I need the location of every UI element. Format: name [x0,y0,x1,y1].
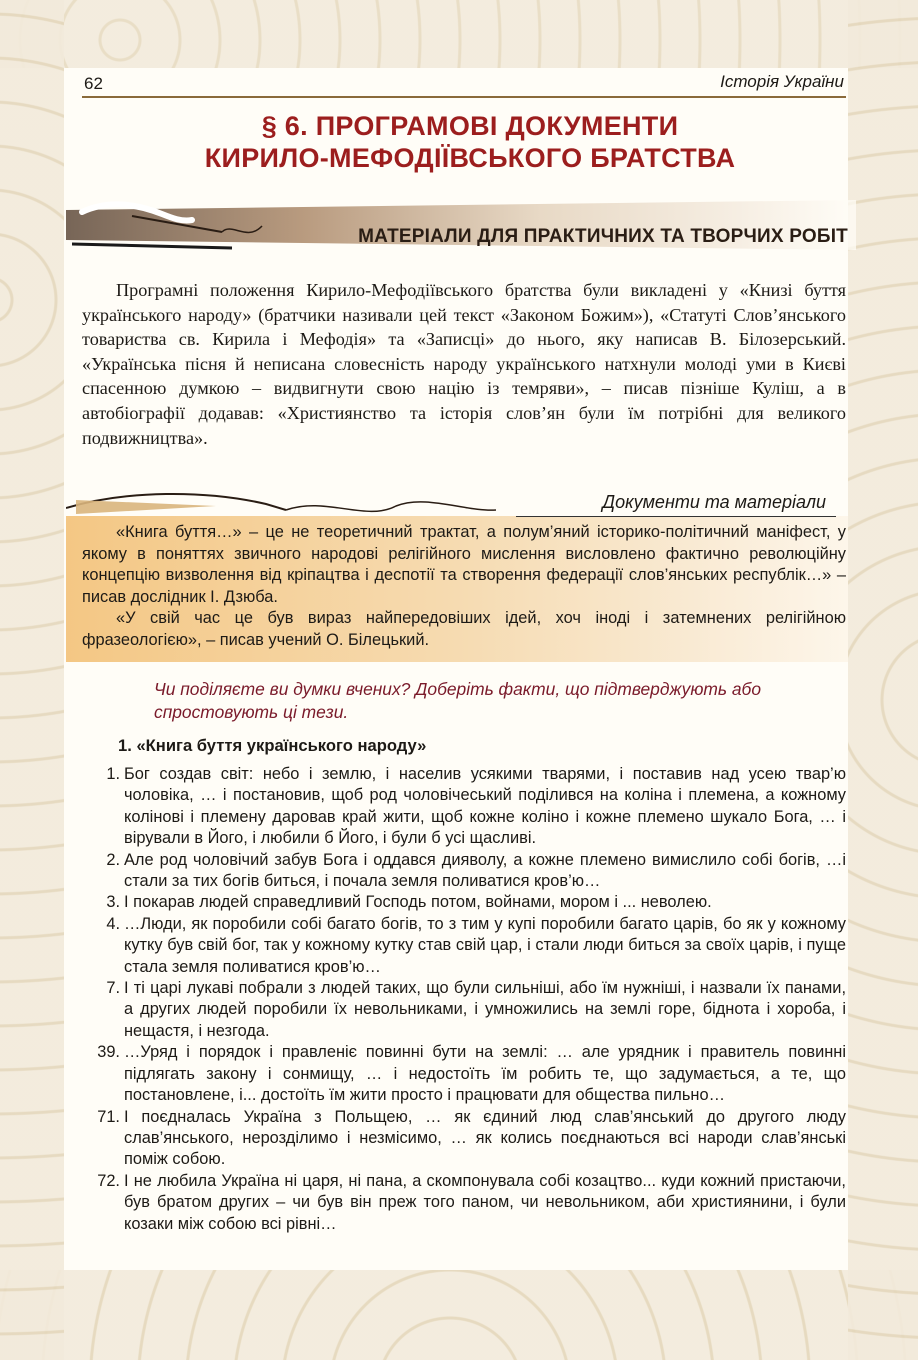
article-text: І покарав людей справедливий Господь потом, войнами, мором і ... неволею. [124,893,712,912]
article-text: Але род чоловічий забув Бога і оддався дияволу, а кожне племено вимислило собі богів, …і стали за тих богів биться, і почала земля поливатися кров’ю… [124,850,846,891]
ornamental-frame-bottom [0,1270,918,1360]
list-item [82,1042,846,1106]
intro-text: Програмні положення Кирило-Мефодіївського братства були викладені у «Книзі буття українського народу» (братчики називали цей текст «Законом Божим»), «Статуті Слов’янського товариства св. Кирила і Мефодія» та «Записці» до нього, яку написав В. Білозерський. «Українська пісня й неписана словесність народу українського натхнули молоді уми в Києві спасенною думкою – видвигнути свою націю із темряви», – писав пізніше Куліш, а в автобіографії додавав: «Християнство та історія слов’ян були їм потрібні для великого подвижництва». [82,280,846,448]
article-text: І не любила Україна ні царя, ні пана, а скомпонувала собі козацтво... куди кожний пристаючи, був братом других – чи був він преж того паном, чи невольником, аби християнини, і були козаки між собою всі рівні… [124,1171,846,1233]
documents-banner [66,486,846,526]
article-number: 4. [106,914,120,933]
quill-pen-icon [66,486,496,526]
article-number: 71. [97,1107,120,1126]
title-line-2: КИРИЛО-МЕФОДІЇВСЬКОГО БРАТСТВА [204,143,736,173]
page-number: 62 [84,74,103,93]
articles-list [82,764,846,1235]
quote-biletskyi: «У свій час це був вираз найпередовіших ідей, хоч іноді і затемнених релігійною фразеологією», – писав учений О. Білецький. [82,609,846,649]
section-banner [66,192,856,258]
header-divider [82,96,846,98]
documents-label: Документи та матеріали [602,492,826,512]
intro-paragraph [82,278,846,450]
hand-pen-icon [72,192,272,258]
list-item [82,764,846,850]
article-text: Бог создав світ: небо і землю, і населив усякими тварями, і поставив над усею твар’ю чоловіка, … і постановив, щоб род чоловічеський поділився на коліна і племена, а кожному колінові і племену даровав край жити, щоб кожне коліно і кожне племено шукало Бога, … і вірували в Його, і любили б Його, і були б усі щасливі. [124,765,846,848]
article-text: …Уряд і порядок і правленіє повинні бути на землі: … але урядник і правитель повинні підлягать закону і сонмищу, … і недостоїть їм робить те, що задумається, а те, що постановлене, і... достоїть їм жити просто і працювати для общества пильно… [124,1043,846,1105]
ornamental-frame-right [848,0,918,1360]
page-title [90,110,850,174]
ornamental-frame-left [0,0,64,1360]
article-text: І ті царі лукаві побрали з людей таких, що були сильніші, або їм нужніші, і назвали їх панами, а других людей поробили їх невольниками, і умножились на землі горе, біднота і хороба, і нещастя, і незгода. [124,979,846,1040]
quote-dziuba: «Книга буття…» – це не теоретичний трактат, а полум’яний історико-політичний маніфест, у якому в поняттях звичного народові релігійного мислення висловлено фактично революційну концепцію визволення від кріпацтва і деспотії та створення федерації слов’янських республік…» – писав дослідник І. Дзюба. [82,523,846,606]
book-subject: Історія України [720,72,844,91]
title-line-1: § 6. ПРОГРАМОВІ ДОКУМЕНТИ [261,111,679,141]
discussion-question: Чи поділяєте ви думки вчених? Доберіть факти, що підтверджують або спростовують ці тези. [154,679,761,722]
article-number: 39. [97,1043,120,1062]
list-item [82,914,846,978]
article-number: 3. [106,893,120,912]
list-item [82,978,846,1042]
ornamental-frame-top [0,0,918,68]
list-item [82,1107,846,1171]
article-number: 2. [106,850,120,869]
article-number: 1. [106,765,120,783]
article-text: І поєдналась Україна з Польщею, … як єдиний люд слав’янський до другого люду слав’янського, нерозділимо і незмісимо, … як колись поєднаються всі народи слав’янські поміж собою. [124,1107,846,1169]
list-item [82,1171,846,1235]
article-text: …Люди, як поробили собі багато богів, то з тим у купі поробили багато царів, бо як у кожному кутку був свій бог, так у кожному кутку став свій цар, і стали люди биться за своїх царів, і пуще стала земля поливатися кров’ю… [124,914,846,976]
list-item [82,892,846,913]
documents-divider [516,516,836,517]
source-heading: 1. «Книга буття українського народу» [118,736,427,755]
list-item [82,850,846,893]
banner-label: МАТЕРІАЛИ ДЛЯ ПРАКТИЧНИХ ТА ТВОРЧИХ РОБІТ [358,226,848,247]
article-number: 72. [97,1171,120,1190]
article-number: 7. [106,979,120,998]
scholar-quotes [82,522,846,652]
